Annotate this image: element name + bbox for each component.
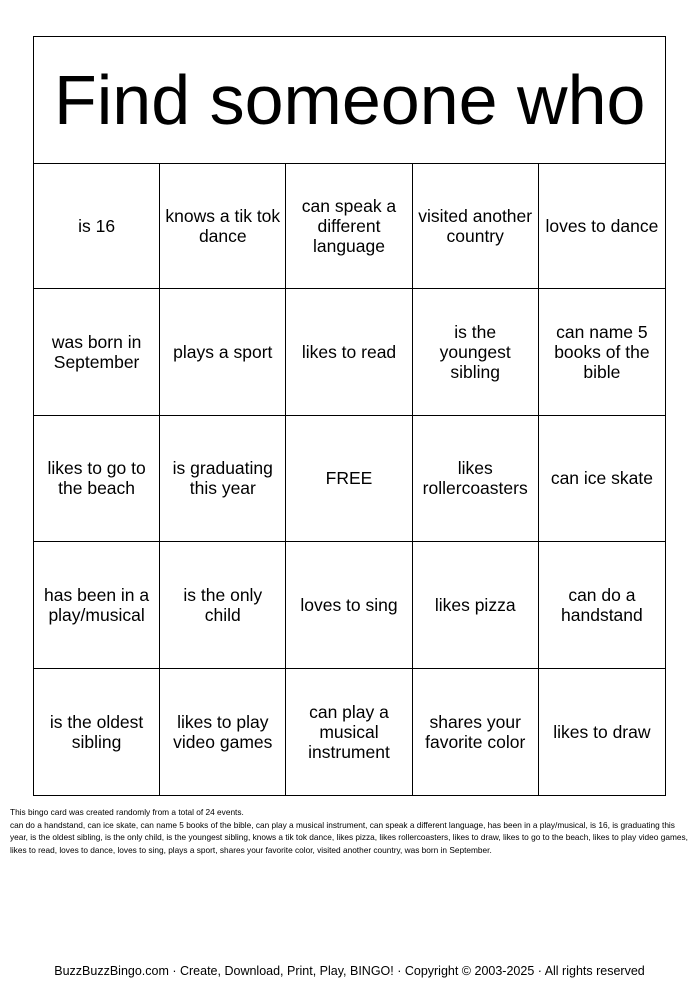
bingo-cell: is the oldest sibling [34,669,160,795]
bingo-cell: plays a sport [160,289,286,415]
card-title: Find someone who [54,61,646,139]
page-footer: BuzzBuzzBingo.com · Create, Download, Print, Play, BINGO! · Copyright © 2003-2025 · All rights reserved [54,964,645,978]
notes-event-list: can do a handstand, can ice skate, can name 5 books of the bible, can play a musical instrument, can speak a different language, has been in a play/musical, is 16, is graduating this year, is the oldest sibling, is the only child, is the youngest sibling, knows a tik tok dance, likes pizza, likes rollercoasters, likes to draw, likes to go to the beach, likes to play video games, likes to read, loves to dance, loves to sing, plays a sport, shares your favorite color, visited another country, was born in September. [10,819,688,855]
bingo-cell: can ice skate [539,416,665,542]
bingo-cell: was born in September [34,289,160,415]
bingo-cell: likes to read [286,289,412,415]
bingo-cell: visited another country [413,163,539,289]
bingo-cell: likes rollercoasters [413,416,539,542]
bingo-cell: loves to sing [286,542,412,668]
bingo-cell: knows a tik tok dance [160,163,286,289]
bingo-cell: can name 5 books of the bible [539,289,665,415]
bingo-cell: has been in a play/musical [34,542,160,668]
bingo-cell: likes to draw [553,721,651,742]
bingo-cell: can play a musical instrument [286,669,412,795]
card-header [34,37,665,164]
bingo-cell: likes pizza [413,542,539,668]
bingo-cell: is the youngest sibling [413,289,539,415]
bingo-cell: likes to play video games [160,669,286,795]
card-notes [10,806,690,856]
bingo-cell: is graduating this year [160,416,286,542]
free-space-cell: FREE [286,416,412,542]
bingo-cell: likes to go to the beach [34,416,160,542]
bingo-card [33,36,666,796]
bingo-cell: can speak a different language [286,163,412,289]
bingo-cell: is 16 [34,163,160,289]
bingo-cell: is the only child [160,542,286,668]
bingo-cell: can do a handstand [539,542,665,668]
notes-summary: This bingo card was created randomly from a total of 24 events. [10,807,244,817]
bingo-cell: shares your favorite color [413,669,539,795]
bingo-cell: loves to dance [539,163,665,289]
bingo-grid [34,163,665,795]
